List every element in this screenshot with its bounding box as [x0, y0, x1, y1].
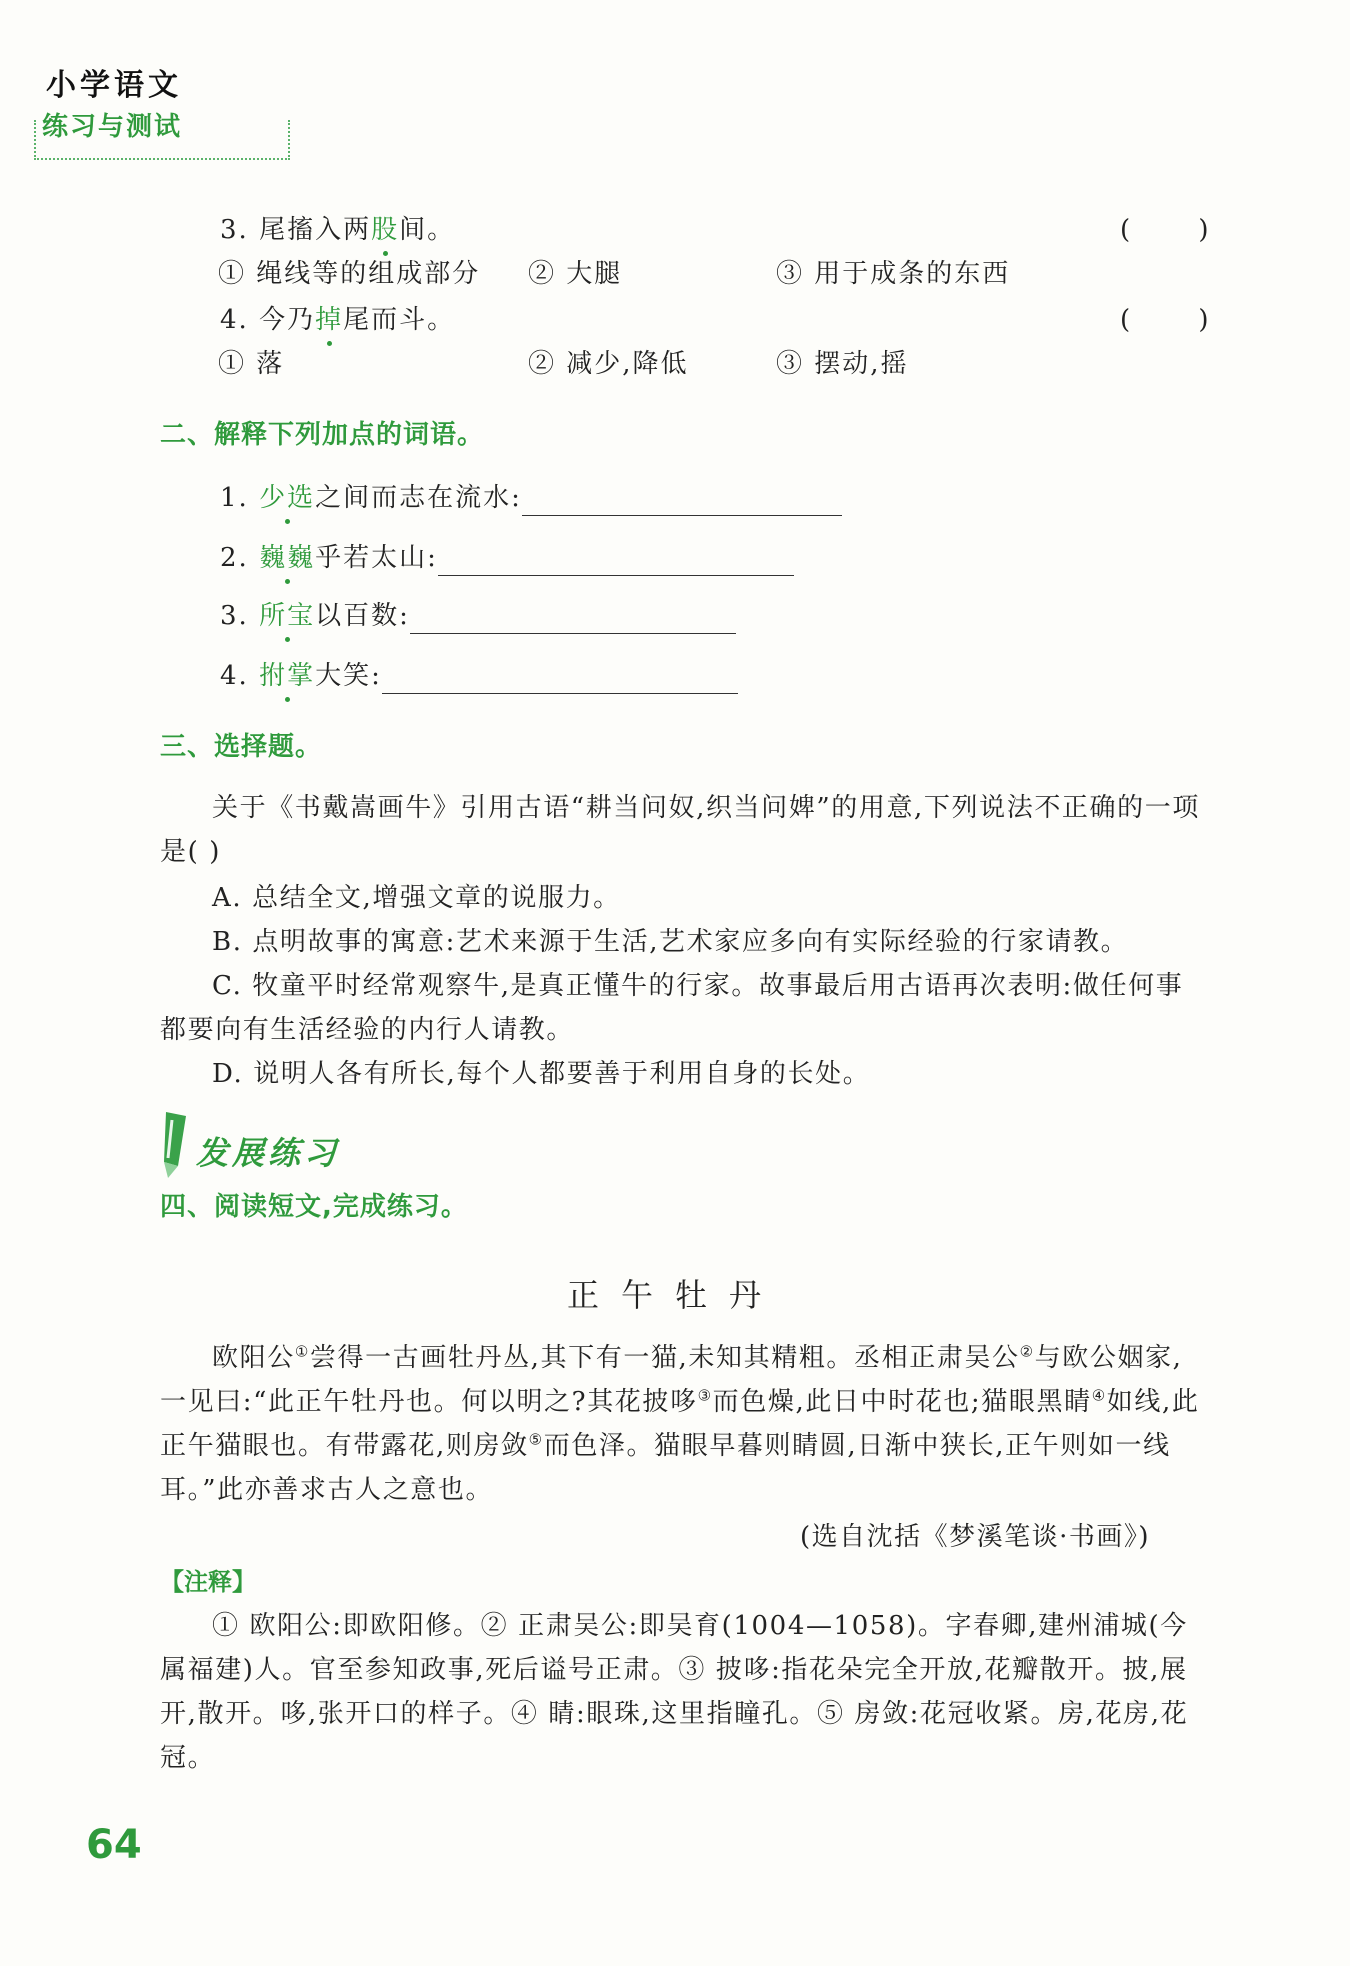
- answer-paren[interactable]: ( ): [1120, 305, 1239, 335]
- answer-blank[interactable]: [438, 547, 794, 576]
- option-2: ② 大腿: [528, 259, 623, 289]
- question-text: 今乃: [259, 305, 316, 335]
- option-1: ① 绳线等的组成部分: [218, 259, 481, 289]
- notes-header: 【注释】: [160, 1568, 256, 1596]
- note-mark: ③: [697, 1386, 713, 1405]
- article-text: 而色泽。猫眼早暮则睛圆,日渐中狭长,正午则如一线耳。”此亦善求古人之意也。: [160, 1431, 1171, 1505]
- item-number: 3.: [220, 601, 249, 631]
- article-text: 欧阳公: [212, 1343, 295, 1373]
- dotted-word: 少选: [259, 480, 315, 516]
- section-3-title: 三、选择题。: [160, 732, 323, 762]
- s2-item-4: [220, 658, 738, 694]
- dotted-word: 拊掌: [259, 658, 315, 694]
- article-title: 正午牡丹: [566, 1276, 783, 1314]
- note-mark: ②: [1019, 1342, 1035, 1361]
- dotted-word: 所宝: [259, 598, 315, 634]
- book-subtitle: 练习与测试: [42, 112, 183, 142]
- question-stem: 关于《书戴嵩画牛》引用古语“耕当问奴,织当问婢”的用意,下列说法不正确的一项是( ): [160, 793, 1200, 867]
- item-text: 乎若太山:: [315, 543, 438, 573]
- section-4-title: 四、阅读短文,完成练习。: [160, 1192, 468, 1222]
- choice-d[interactable]: D. 说明人各有所长,每个人都要善于利用自身的长处。: [212, 1059, 871, 1089]
- item-number: 1.: [220, 483, 249, 513]
- option-2: ② 减少,降低: [528, 349, 689, 379]
- item-text: 以百数:: [315, 601, 410, 631]
- note-mark: ①: [294, 1342, 310, 1361]
- article-source: (选自沈括《梦溪笔谈·书画》): [799, 1522, 1150, 1552]
- page-number: 64: [86, 1822, 142, 1868]
- book-title: 小学语文: [46, 68, 182, 103]
- article-text: 尝得一古画牡丹丛,其下有一猫,未知其精粗。丞相正肃吴公: [309, 1343, 1020, 1373]
- note-mark: ⑤: [528, 1430, 544, 1449]
- option-1: ① 落: [218, 349, 285, 379]
- s2-item-2: [220, 540, 794, 576]
- question-text: 尾搐入两: [259, 215, 372, 245]
- question-text: 间。: [399, 215, 456, 245]
- answer-blank[interactable]: [522, 487, 842, 516]
- s2-item-1: [220, 480, 842, 516]
- question-number: 3.: [220, 215, 249, 245]
- pencil-icon: [158, 1110, 194, 1180]
- dotted-word: 股: [371, 212, 399, 248]
- item-text: 大笑:: [315, 661, 382, 691]
- option-3: ③ 摆动,摇: [776, 349, 909, 379]
- item-number: 2.: [220, 543, 249, 573]
- s2-item-3: [220, 598, 736, 634]
- question-3: [220, 212, 455, 248]
- option-3: ③ 用于成条的东西: [776, 259, 1011, 289]
- answer-blank[interactable]: [382, 665, 738, 694]
- choice-a[interactable]: A. 总结全文,增强文章的说服力。: [212, 883, 621, 913]
- item-number: 4.: [220, 661, 249, 691]
- dotted-word: 巍巍: [259, 540, 315, 576]
- notes-text: ① 欧阳公:即欧阳修。② 正肃吴公:即吴育(1004—1058)。字春卿,建州浦城(今属福建)人。官至参知政事,死后谥号正肃。③ 披哆:指花朵完全开放,花瓣散开。披,展开,散开。哆,张开口的样子。④ 睛:眼珠,这里指瞳孔。⑤ 房敛:花冠收紧。房,花房,花冠。: [160, 1611, 1189, 1773]
- answer-paren[interactable]: ( ): [1120, 215, 1239, 245]
- choice-c[interactable]: C. 牧童平时经常观察牛,是真正懂牛的行家。故事最后用古语再次表明:做任何事都要向有生活经验的内行人请教。: [160, 971, 1184, 1045]
- article-text: 而色燥,此日中时花也;猫眼黑睛: [712, 1387, 1092, 1417]
- answer-blank[interactable]: [410, 605, 736, 634]
- question-number: 4.: [220, 305, 249, 335]
- question-4: [220, 302, 455, 338]
- development-title: 发展练习: [196, 1134, 341, 1172]
- article-text: 如线,此正午猫眼也。有带露花,则房敛: [160, 1387, 1200, 1461]
- choice-b[interactable]: B. 点明故事的寓意:艺术来源于生活,艺术家应多向有实际经验的行家请教。: [212, 927, 1129, 957]
- article-text: 与欧公姻家,一见曰:“此正午牡丹也。何以明之?其花披哆: [160, 1343, 1183, 1417]
- section-2-title: 二、解释下列加点的词语。: [160, 420, 485, 450]
- note-mark: ④: [1091, 1386, 1107, 1405]
- article-body: [160, 1336, 1208, 1512]
- question-text: 尾而斗。: [343, 305, 456, 335]
- dotted-word: 掉: [315, 302, 343, 338]
- item-text: 之间而志在流水:: [315, 483, 522, 513]
